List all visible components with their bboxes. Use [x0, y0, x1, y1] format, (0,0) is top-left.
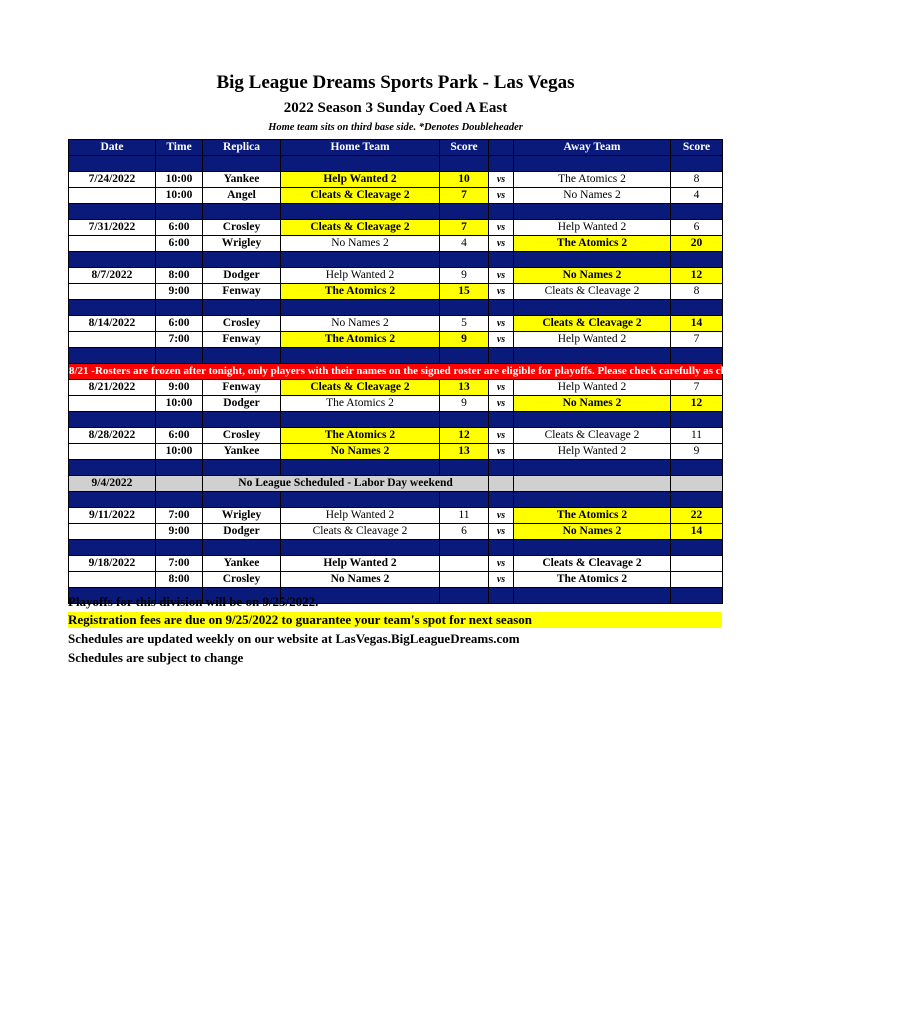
separator-cell — [671, 492, 723, 508]
separator-cell — [671, 204, 723, 220]
replica-cell: Crosley — [203, 428, 281, 444]
away-team-cell: The Atomics 2 — [514, 508, 671, 524]
game-row — [69, 220, 723, 236]
game-row — [69, 268, 723, 284]
away-score-cell: 12 — [671, 396, 723, 412]
separator-cell — [440, 300, 489, 316]
game-row — [69, 572, 723, 588]
separator-cell — [281, 300, 440, 316]
replica-cell: Wrigley — [203, 236, 281, 252]
away-team-cell: Help Wanted 2 — [514, 220, 671, 236]
home-score-cell — [440, 572, 489, 588]
separator-cell — [69, 156, 156, 172]
separator-cell — [514, 348, 671, 364]
replica-cell: Dodger — [203, 524, 281, 540]
vs-cell: vs — [489, 572, 514, 588]
separator-cell — [69, 492, 156, 508]
date-cell: 8/7/2022 — [69, 268, 156, 284]
date-cell: 8/28/2022 — [69, 428, 156, 444]
home-score-cell: 11 — [440, 508, 489, 524]
home-team-cell: The Atomics 2 — [281, 284, 440, 300]
vs-cell: vs — [489, 188, 514, 204]
home-team-cell: No Names 2 — [281, 444, 440, 460]
col-header-away-score: Score — [671, 140, 723, 156]
date-cell — [69, 396, 156, 412]
separator-cell — [671, 300, 723, 316]
separator-cell — [514, 204, 671, 220]
separator-cell — [69, 460, 156, 476]
home-score-cell — [440, 556, 489, 572]
date-cell — [69, 524, 156, 540]
separator-cell — [489, 156, 514, 172]
separator-cell — [203, 204, 281, 220]
away-team-cell: Cleats & Cleavage 2 — [514, 556, 671, 572]
away-team-cell: The Atomics 2 — [514, 572, 671, 588]
separator-cell — [281, 156, 440, 172]
separator-cell — [156, 412, 203, 428]
home-team-cell: Cleats & Cleavage 2 — [281, 380, 440, 396]
separator-cell — [440, 412, 489, 428]
vs-cell: vs — [489, 396, 514, 412]
time-cell: 6:00 — [156, 428, 203, 444]
separator-cell — [156, 156, 203, 172]
away-score-cell: 8 — [671, 284, 723, 300]
replica-cell: Angel — [203, 188, 281, 204]
home-score-cell: 7 — [440, 220, 489, 236]
separator-cell — [671, 412, 723, 428]
time-cell: 8:00 — [156, 572, 203, 588]
home-score-cell: 5 — [440, 316, 489, 332]
home-score-cell: 6 — [440, 524, 489, 540]
game-row — [69, 284, 723, 300]
away-team-cell: The Atomics 2 — [514, 236, 671, 252]
separator-cell — [69, 252, 156, 268]
col-header-date: Date — [69, 140, 156, 156]
game-row — [69, 332, 723, 348]
vs-cell: vs — [489, 172, 514, 188]
time-cell: 6:00 — [156, 220, 203, 236]
col-header-away-team: Away Team — [514, 140, 671, 156]
separator-cell — [156, 204, 203, 220]
away-team-cell: Cleats & Cleavage 2 — [514, 428, 671, 444]
separator-cell — [203, 412, 281, 428]
game-row — [69, 428, 723, 444]
separator-cell — [514, 300, 671, 316]
separator-cell — [156, 348, 203, 364]
vs-cell — [489, 476, 514, 492]
page-subtitle: 2022 Season 3 Sunday Coed A East — [283, 100, 508, 116]
replica-cell: Yankee — [203, 556, 281, 572]
vs-cell: vs — [489, 220, 514, 236]
separator-cell — [440, 348, 489, 364]
separator-cell — [514, 252, 671, 268]
home-team-cell: The Atomics 2 — [281, 396, 440, 412]
registration-note: Registration fees are due on 9/25/2022 to guarantee your team's spot for next season — [68, 612, 722, 628]
game-row — [69, 444, 723, 460]
game-row — [69, 172, 723, 188]
away-score-cell — [671, 556, 723, 572]
separator-cell — [671, 460, 723, 476]
home-team-cell: Help Wanted 2 — [281, 556, 440, 572]
no-games-message: No League Scheduled - Labor Day weekend — [203, 476, 489, 492]
away-score-cell — [671, 572, 723, 588]
separator-cell — [156, 460, 203, 476]
separator-cell — [156, 300, 203, 316]
separator-row — [69, 348, 723, 364]
away-score-cell: 7 — [671, 332, 723, 348]
separator-cell — [671, 252, 723, 268]
replica-cell: Yankee — [203, 172, 281, 188]
game-row — [69, 556, 723, 572]
separator-cell — [281, 492, 440, 508]
replica-cell: Fenway — [203, 284, 281, 300]
away-score-cell: 12 — [671, 268, 723, 284]
roster-notice-row — [69, 364, 723, 380]
vs-cell: vs — [489, 380, 514, 396]
separator-cell — [440, 540, 489, 556]
replica-cell: Wrigley — [203, 508, 281, 524]
no-games-row — [69, 476, 723, 492]
game-row — [69, 508, 723, 524]
date-cell: 9/11/2022 — [69, 508, 156, 524]
time-cell: 9:00 — [156, 524, 203, 540]
separator-cell — [514, 540, 671, 556]
vs-cell: vs — [489, 556, 514, 572]
separator-cell — [440, 492, 489, 508]
separator-cell — [69, 540, 156, 556]
replica-cell: Crosley — [203, 316, 281, 332]
home-score-cell: 12 — [440, 428, 489, 444]
date-cell — [69, 284, 156, 300]
home-team-cell: No Names 2 — [281, 572, 440, 588]
away-score-cell: 7 — [671, 380, 723, 396]
separator-row — [69, 156, 723, 172]
separator-row — [69, 540, 723, 556]
date-cell — [69, 572, 156, 588]
separator-cell — [156, 492, 203, 508]
roster-notice: 8/21 -Rosters are frozen after tonight, only players with their names on the signed roster are eligible for playoffs. Please check carefully as changes will not be made for omissions. — [69, 364, 723, 380]
replica-cell: Crosley — [203, 572, 281, 588]
page-note: Home team sits on third base side. *Denotes Doubleheader — [268, 122, 523, 133]
time-cell: 10:00 — [156, 172, 203, 188]
separator-cell — [281, 412, 440, 428]
home-team-cell: Help Wanted 2 — [281, 268, 440, 284]
time-cell: 6:00 — [156, 316, 203, 332]
col-header-home-score: Score — [440, 140, 489, 156]
game-row — [69, 236, 723, 252]
date-cell: 7/24/2022 — [69, 172, 156, 188]
away-score-cell — [671, 476, 723, 492]
col-header-home-team: Home Team — [281, 140, 440, 156]
col-header-replica: Replica — [203, 140, 281, 156]
separator-cell — [203, 460, 281, 476]
time-cell: 8:00 — [156, 268, 203, 284]
separator-cell — [69, 300, 156, 316]
game-row — [69, 396, 723, 412]
away-team-cell — [514, 476, 671, 492]
separator-cell — [489, 252, 514, 268]
date-cell — [69, 332, 156, 348]
separator-cell — [514, 412, 671, 428]
replica-cell: Yankee — [203, 444, 281, 460]
website-note: Schedules are updated weekly on our website at LasVegas.BigLeagueDreams.com — [68, 631, 520, 646]
away-score-cell: 20 — [671, 236, 723, 252]
separator-cell — [69, 412, 156, 428]
table-header-row — [69, 140, 723, 156]
home-score-cell: 10 — [440, 172, 489, 188]
vs-cell: vs — [489, 332, 514, 348]
date-cell — [69, 444, 156, 460]
vs-cell: vs — [489, 428, 514, 444]
separator-cell — [203, 156, 281, 172]
separator-cell — [514, 156, 671, 172]
date-cell — [69, 188, 156, 204]
vs-cell: vs — [489, 236, 514, 252]
separator-cell — [203, 252, 281, 268]
separator-cell — [489, 492, 514, 508]
replica-cell: Dodger — [203, 268, 281, 284]
separator-cell — [281, 460, 440, 476]
away-team-cell: No Names 2 — [514, 396, 671, 412]
time-cell: 10:00 — [156, 188, 203, 204]
home-team-cell: Cleats & Cleavage 2 — [281, 220, 440, 236]
separator-cell — [203, 300, 281, 316]
separator-cell — [514, 588, 671, 604]
home-team-cell: The Atomics 2 — [281, 332, 440, 348]
separator-cell — [281, 204, 440, 220]
separator-cell — [671, 156, 723, 172]
game-row — [69, 188, 723, 204]
separator-cell — [671, 540, 723, 556]
separator-cell — [489, 204, 514, 220]
separator-row — [69, 300, 723, 316]
separator-row — [69, 252, 723, 268]
home-team-cell: The Atomics 2 — [281, 428, 440, 444]
home-team-cell: Cleats & Cleavage 2 — [281, 188, 440, 204]
col-header-time: Time — [156, 140, 203, 156]
time-cell — [156, 476, 203, 492]
separator-cell — [440, 252, 489, 268]
away-score-cell: 6 — [671, 220, 723, 236]
replica-cell: Crosley — [203, 220, 281, 236]
home-score-cell: 9 — [440, 396, 489, 412]
home-score-cell: 9 — [440, 268, 489, 284]
separator-cell — [440, 204, 489, 220]
away-score-cell: 8 — [671, 172, 723, 188]
separator-cell — [281, 348, 440, 364]
separator-cell — [440, 156, 489, 172]
playoffs-note: Playoffs for this division will be on 9/25/2022. — [68, 594, 319, 609]
away-team-cell: The Atomics 2 — [514, 172, 671, 188]
home-team-cell: No Names 2 — [281, 316, 440, 332]
vs-cell: vs — [489, 316, 514, 332]
time-cell: 9:00 — [156, 284, 203, 300]
replica-cell: Fenway — [203, 332, 281, 348]
separator-cell — [489, 460, 514, 476]
home-score-cell: 7 — [440, 188, 489, 204]
date-cell — [69, 236, 156, 252]
separator-cell — [203, 540, 281, 556]
home-score-cell: 4 — [440, 236, 489, 252]
time-cell: 9:00 — [156, 380, 203, 396]
away-team-cell: Cleats & Cleavage 2 — [514, 284, 671, 300]
replica-cell: Fenway — [203, 380, 281, 396]
game-row — [69, 316, 723, 332]
time-cell: 6:00 — [156, 236, 203, 252]
away-score-cell: 9 — [671, 444, 723, 460]
separator-cell — [440, 460, 489, 476]
date-cell: 9/4/2022 — [69, 476, 156, 492]
time-cell: 7:00 — [156, 508, 203, 524]
separator-row — [69, 492, 723, 508]
date-cell: 7/31/2022 — [69, 220, 156, 236]
separator-cell — [489, 588, 514, 604]
page-title: Big League Dreams Sports Park - Las Vegas — [216, 72, 575, 93]
date-cell: 8/21/2022 — [69, 380, 156, 396]
vs-cell: vs — [489, 284, 514, 300]
separator-cell — [514, 492, 671, 508]
date-cell: 9/18/2022 — [69, 556, 156, 572]
separator-cell — [489, 412, 514, 428]
away-score-cell: 22 — [671, 508, 723, 524]
away-score-cell: 14 — [671, 524, 723, 540]
away-team-cell: No Names 2 — [514, 268, 671, 284]
home-team-cell: No Names 2 — [281, 236, 440, 252]
separator-cell — [489, 300, 514, 316]
change-note: Schedules are subject to change — [68, 650, 244, 665]
away-team-cell: Help Wanted 2 — [514, 444, 671, 460]
separator-cell — [203, 492, 281, 508]
separator-cell — [156, 252, 203, 268]
separator-cell — [156, 540, 203, 556]
away-score-cell: 4 — [671, 188, 723, 204]
away-team-cell: No Names 2 — [514, 188, 671, 204]
vs-cell: vs — [489, 268, 514, 284]
away-score-cell: 14 — [671, 316, 723, 332]
separator-cell — [69, 348, 156, 364]
vs-cell: vs — [489, 508, 514, 524]
separator-cell — [671, 348, 723, 364]
col-header-vs — [489, 140, 514, 156]
separator-cell — [69, 204, 156, 220]
game-row — [69, 380, 723, 396]
home-score-cell: 15 — [440, 284, 489, 300]
separator-cell — [489, 540, 514, 556]
vs-cell: vs — [489, 524, 514, 540]
home-team-cell: Cleats & Cleavage 2 — [281, 524, 440, 540]
replica-cell: Dodger — [203, 396, 281, 412]
home-score-cell: 13 — [440, 444, 489, 460]
away-team-cell: Help Wanted 2 — [514, 380, 671, 396]
separator-row — [69, 412, 723, 428]
separator-cell — [203, 348, 281, 364]
time-cell: 7:00 — [156, 332, 203, 348]
home-score-cell: 9 — [440, 332, 489, 348]
time-cell: 10:00 — [156, 396, 203, 412]
separator-row — [69, 204, 723, 220]
time-cell: 10:00 — [156, 444, 203, 460]
away-team-cell: Cleats & Cleavage 2 — [514, 316, 671, 332]
away-score-cell: 11 — [671, 428, 723, 444]
vs-cell: vs — [489, 444, 514, 460]
separator-row — [69, 460, 723, 476]
separator-cell — [440, 588, 489, 604]
home-team-cell: Help Wanted 2 — [281, 172, 440, 188]
separator-cell — [489, 348, 514, 364]
separator-cell — [281, 540, 440, 556]
schedule-body — [69, 156, 900, 604]
away-team-cell: Help Wanted 2 — [514, 332, 671, 348]
schedule-table — [68, 139, 900, 604]
separator-cell — [671, 588, 723, 604]
separator-cell — [514, 460, 671, 476]
away-team-cell: No Names 2 — [514, 524, 671, 540]
separator-cell — [281, 252, 440, 268]
home-score-cell: 13 — [440, 380, 489, 396]
game-row — [69, 524, 723, 540]
time-cell: 7:00 — [156, 556, 203, 572]
date-cell: 8/14/2022 — [69, 316, 156, 332]
home-team-cell: Help Wanted 2 — [281, 508, 440, 524]
